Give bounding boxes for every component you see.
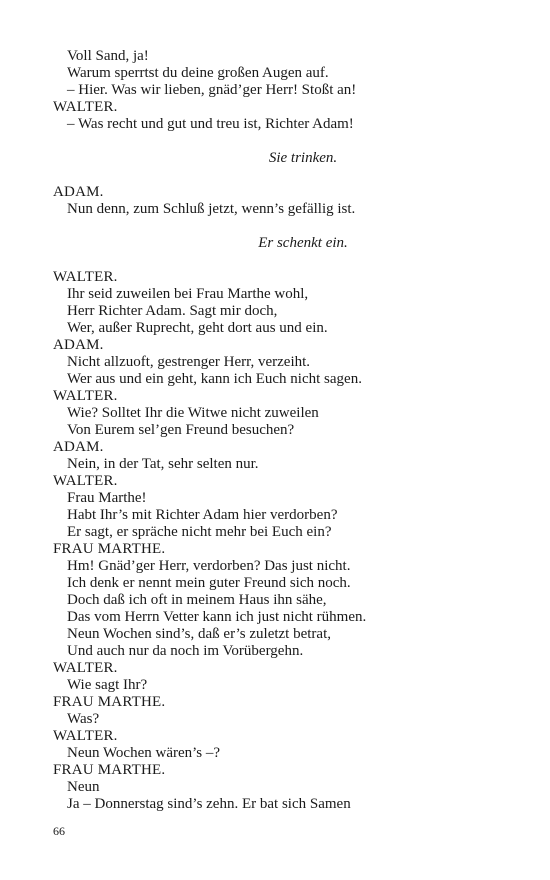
stage-direction: Sie trinken. bbox=[268, 150, 338, 166]
speaker-name: WALTER. bbox=[53, 473, 118, 489]
speaker-name: FRAU MARTHE. bbox=[53, 762, 166, 778]
speaker-name: WALTER. bbox=[53, 388, 118, 404]
verse-line: Neun bbox=[67, 779, 100, 795]
verse-line: Nun denn, zum Schluß jetzt, wenn’s gefällig ist. bbox=[67, 201, 356, 217]
verse-line: Wie? Solltet Ihr die Witwe nicht zuweilen bbox=[67, 405, 319, 421]
speaker-name: WALTER. bbox=[53, 99, 118, 115]
play-text bbox=[53, 48, 523, 813]
verse-line: Nicht allzuoft, gestrenger Herr, verzeiht. bbox=[67, 354, 311, 370]
verse-line: Neun Wochen wären’s –? bbox=[67, 745, 221, 761]
verse-line: Wer, außer Ruprecht, geht dort aus und ein. bbox=[67, 320, 328, 336]
verse-line: Doch daß ich oft in meinem Haus ihn sähe, bbox=[67, 592, 327, 608]
verse-line: Ich denk er nennt mein guter Freund sich noch. bbox=[67, 575, 351, 591]
verse-line: Und auch nur da noch im Vorübergehn. bbox=[67, 643, 304, 659]
speaker-name: ADAM. bbox=[53, 439, 104, 455]
blank-line bbox=[53, 133, 523, 150]
speaker-name: ADAM. bbox=[53, 184, 104, 200]
speaker-name: WALTER. bbox=[53, 269, 118, 285]
verse-line: Wie sagt Ihr? bbox=[67, 677, 148, 693]
verse-line: Von Eurem sel’gen Freund besuchen? bbox=[67, 422, 295, 438]
verse-line: Herr Richter Adam. Sagt mir doch, bbox=[67, 303, 278, 319]
blank-line bbox=[53, 167, 523, 184]
stage-direction: Er schenkt ein. bbox=[258, 235, 348, 251]
verse-line: Das vom Herrn Vetter kann ich just nicht rühmen. bbox=[67, 609, 367, 625]
blank-line bbox=[53, 218, 523, 235]
verse-line: Habt Ihr’s mit Richter Adam hier verdorben? bbox=[67, 507, 338, 523]
verse-line: Frau Marthe! bbox=[67, 490, 147, 506]
verse-line: Er sagt, er spräche nicht mehr bei Euch ein? bbox=[67, 524, 332, 540]
speaker-name: WALTER. bbox=[53, 660, 118, 676]
verse-line: – Hier. Was wir lieben, gnäd’ger Herr! Stoßt an! bbox=[67, 82, 357, 98]
speaker-name: WALTER. bbox=[53, 728, 118, 744]
verse-line: – Was recht und gut und treu ist, Richter Adam! bbox=[67, 116, 354, 132]
speaker-name: ADAM. bbox=[53, 337, 104, 353]
verse-line: Was? bbox=[67, 711, 100, 727]
verse-line: Voll Sand, ja! bbox=[67, 48, 149, 64]
verse-line: Ja – Donnerstag sind’s zehn. Er bat sich Samen bbox=[67, 796, 351, 812]
verse-line: Ihr seid zuweilen bei Frau Marthe wohl, bbox=[67, 286, 309, 302]
verse-line: Neun Wochen sind’s, daß er’s zuletzt betrat, bbox=[67, 626, 331, 642]
page-number: 66 bbox=[53, 824, 65, 838]
speaker-name: FRAU MARTHE. bbox=[53, 541, 166, 557]
verse-line: Wer aus und ein geht, kann ich Euch nicht sagen. bbox=[67, 371, 362, 387]
blank-line bbox=[53, 252, 523, 269]
verse-line: Hm! Gnäd’ger Herr, verdorben? Das just nicht. bbox=[67, 558, 351, 574]
verse-line: Nein, in der Tat, sehr selten nur. bbox=[67, 456, 259, 472]
speaker-name: FRAU MARTHE. bbox=[53, 694, 166, 710]
verse-line: Warum sperrtst du deine großen Augen auf. bbox=[67, 65, 329, 81]
